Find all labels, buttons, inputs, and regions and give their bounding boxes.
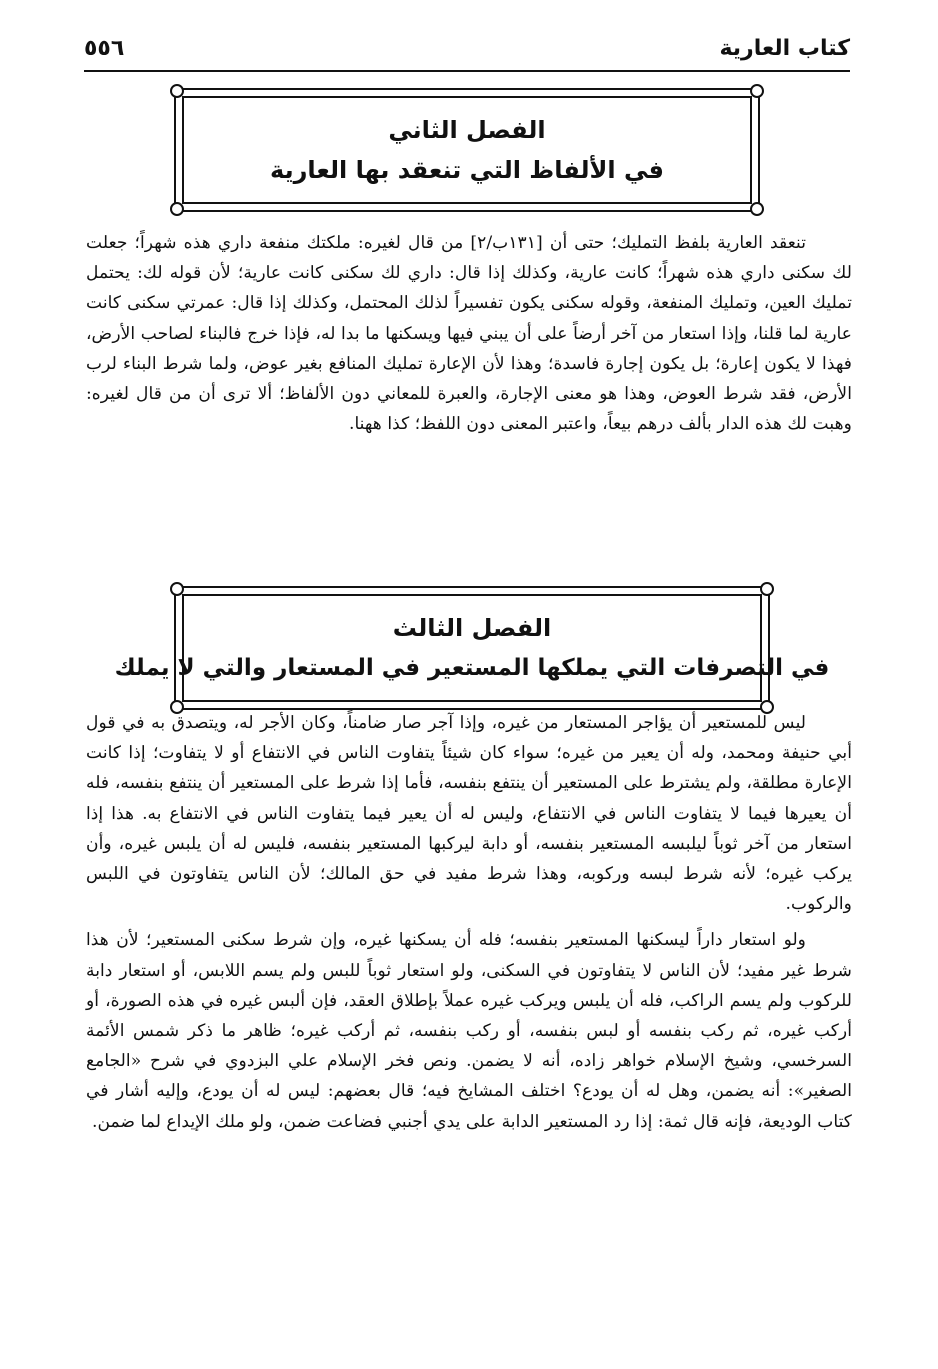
chapter-3-body [86,708,852,1137]
body-paragraph: ولو استعار داراً ليسكنها المستعير بنفسه؛ فله أن يسكنها غيره، وإن شرط سكنى المستعير؛ لأن هذا شرط غير مفيد؛ لأن الناس لا يتفاوتون في السكنى، ولو استعار ثوباً للبس ولم يسم اللابس، أو استعار دابة للركوب ولم يسم الراكب، فله أن يلبس ويركب غيره عملاً بإطلاق العقد، فإن ألبس غيره في هذه الصورة، أو أركب غيره، ثم ركب بنفسه أو لبس بنفسه، أو ركب بنفسه، ثم أركب غيره؛ ظاهر ما ذكر شمس الأئمة السرخسي، وشيخ الإسلام خواهر زاده، أنه لا يضمن. ونص فخر الإسلام علي البزدوي في شرح «الجامع الصغير»: أنه يضمن، وهل له أن يودع؟ اختلف المشايخ فيه؛ قال بعضهم: ليس له أن يودع، وإليه أشار في كتاب الوديعة، فإنه قال ثمة: إذا رد المستعير الدابة على يدي أجنبي فضاعت ضمن، ولو ملك الإيداع لما ضمن. [86,930,852,1132]
chapter-heading-box-2 [174,88,760,212]
box-corner-ornament [170,202,184,216]
box-corner-ornament [760,582,774,596]
chapter-subtitle: في الألفاظ التي تنعقد بها العارية [270,156,664,184]
running-header [84,34,850,72]
chapter-heading-inner-frame [182,96,752,204]
chapter-subtitle: في التصرفات التي يملكها المستعير في المستعار والتي لا يملك [114,655,830,681]
chapter-heading-inner-frame [114,594,830,702]
box-corner-ornament [170,582,184,596]
body-paragraph: تنعقد العارية بلفظ التمليك؛ حتى أن [١٣١ب/٢] من قال لغيره: ملكتك منفعة داري هذه شهراً؛ جعلت لك سكنى داري هذه شهراً؛ كانت عارية، وكذلك إذا قال: داري لك سكنى كانت عارية؛ لأن قوله لك: يحتمل تمليك العين، وتمليك المنفعة، وقوله سكنى يكون تفسيراً لذلك المحتمل، وكذلك إذا قال: عمرتي سكنى كانت عارية لما قلنا، وإذا استعار من آخر أرضاً على أن يبني فيها ويسكنها ما بدا له، فإذا خرج فالبناء لصاحب الأرض، فهذا لا يكون إعارة؛ بل يكون إجارة فاسدة؛ وهذا لأن الإعارة تمليك المنافع بغير عوض، ولما شرط البناء لرب الأرض، فقد شرط العوض، وهذا هو معنى الإجارة، والعبرة للمعاني دون الألفاظ؛ ألا ترى أن من قال لغيره: وهبت لك هذه الدار بألف درهم بيعاً، واعتبر المعنى دون اللفظ؛ كذا ههنا. [86,233,852,435]
chapter-title: الفصل الثاني [388,116,546,144]
chapter-title: الفصل الثالث [392,614,552,642]
box-corner-ornament [170,84,184,98]
box-corner-ornament [750,202,764,216]
running-title: كتاب العارية [719,36,850,61]
box-corner-ornament [750,84,764,98]
body-paragraph: ليس للمستعير أن يؤاجر المستعار من غيره، وإذا آجر صار ضامناً، وكان الأجر له، ويتصدق به في قول أبي حنيفة ومحمد، وله أن يعير من غيره؛ سواء كان شيئاً يتفاوت الناس في الانتفاع أو لا يتفاوت؛ إذا كانت الإعارة مطلقة، ولم يشترط على المستعير أن ينتفع بنفسه، فأما إذا شرط على المستعير أن ينتفع بنفسه، فله أن يعيرها فيما لا يتفاوت الناس في الانتفاع، وليس له أن يعير فيما يتفاوت الناس في الانتفاع به. هذا إذا استعار من آخر ثوباً ليلبسه المستعير بنفسه، أو دابة ليركبها المستعير بنفسه، فليس له أن يلبس غيره، وأن يركب غيره؛ لأنه شرط لبسه وركوبه، وهذا شرط مفيد في حق المالك؛ لأن الناس يتفاوتون في اللبس والركوب. [86,713,852,915]
page-number: ٥٥٦ [84,36,125,61]
chapter-2-body [86,228,852,439]
chapter-heading-box-3 [114,586,830,710]
